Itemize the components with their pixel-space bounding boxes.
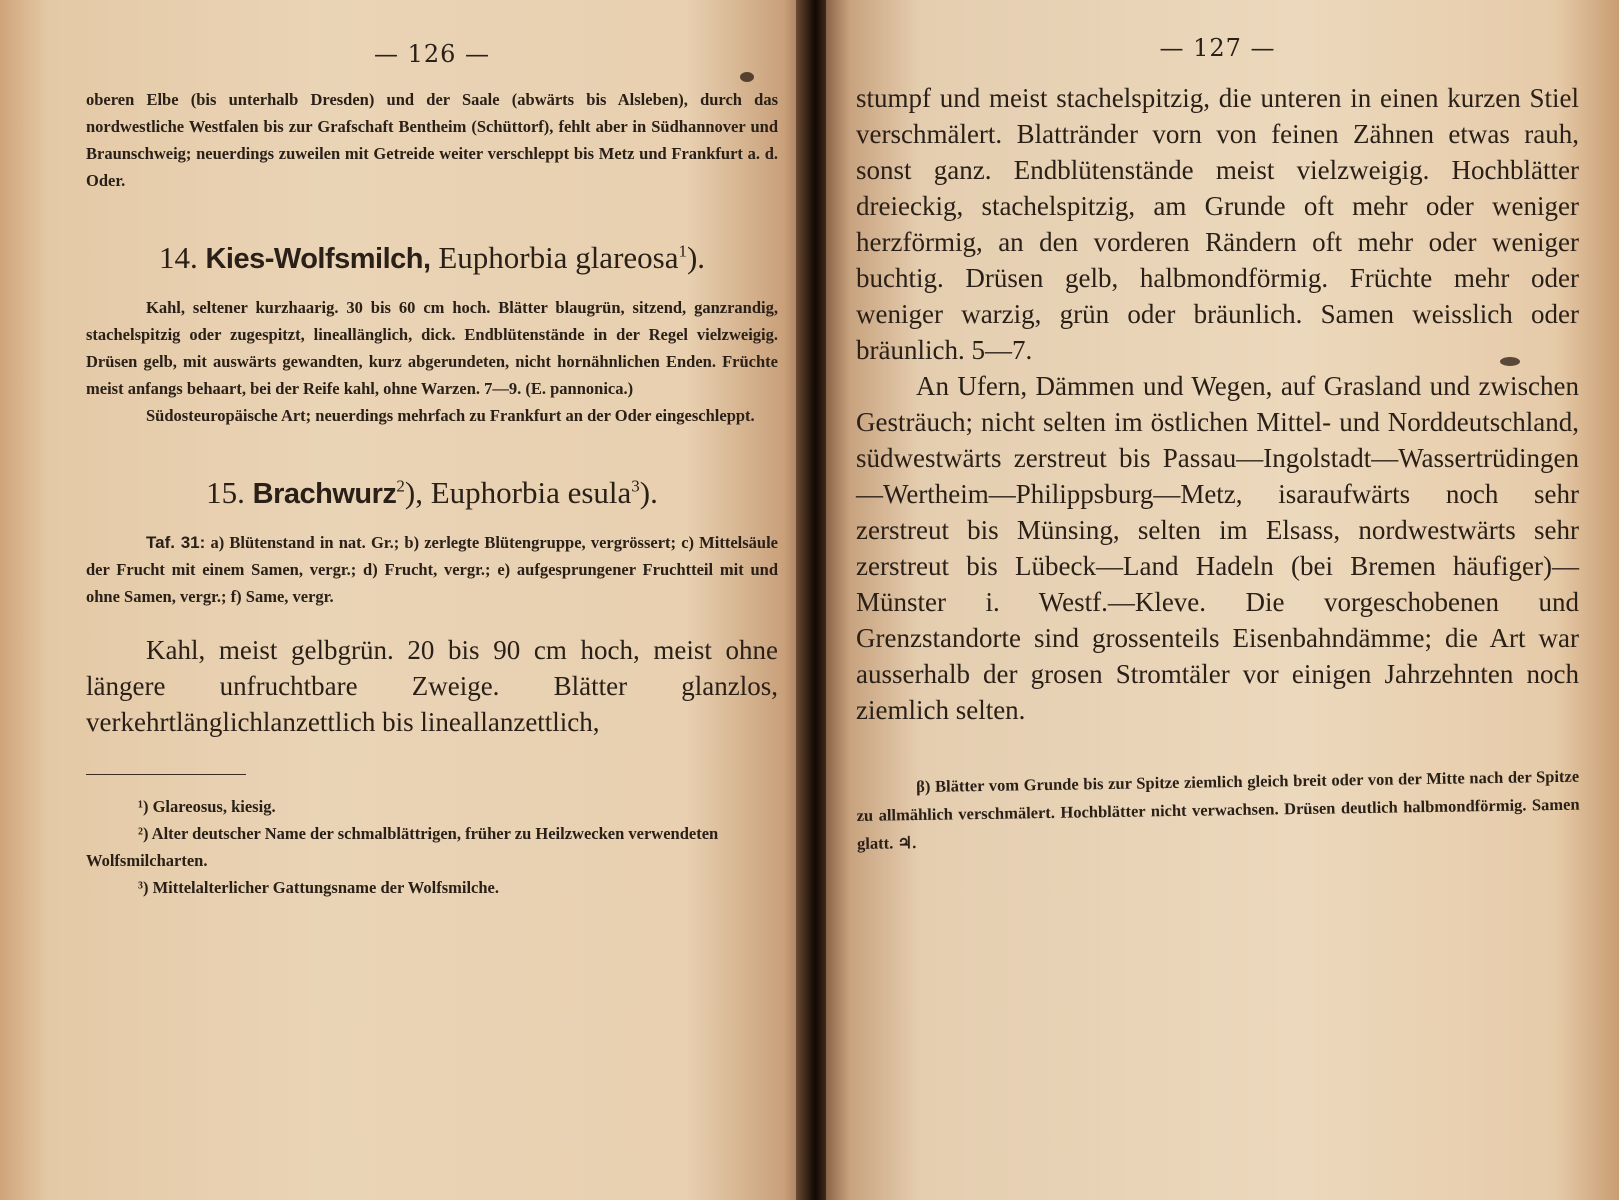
species-14-closing: ). <box>686 240 706 275</box>
species-15-heading <box>86 475 778 511</box>
ink-spot <box>740 72 754 82</box>
species-15-latin-name: ), Euphorbia esula <box>404 475 632 510</box>
footnote-marker-2: 2 <box>396 476 405 496</box>
right-page <box>826 0 1619 1200</box>
description-continuation: stumpf und meist stachelspitzig, die unteren in einen kurzen Stiel verschmälert. Blattränder vorn von feinen Zähnen etwas rauh, sonst ganz. Endblütenstände meist vielzweigig. Hochblätter dreieckig, stachelspitzig, am Grunde oft mehr oder weniger herzförmig, an den vorderen Rändern oft mehr oder weniger buchtig. Drüsen gelb, halbmondförmig. Früchte mehr oder weniger warzig, grün oder bräunlich. Samen weisslich oder bräunlich. 5—7. <box>856 83 1579 365</box>
species-15-number: 15. <box>206 475 245 510</box>
footnote-3: ³) Mittelalterlicher Gattungsname der Wolfsmilche. <box>138 878 500 897</box>
habitat-paragraph: An Ufern, Dämmen und Wegen, auf Grasland und zwischen Gesträuch; nicht selten im östlichen Mittel- und Norddeutschland, südwestwärts zerstreut bis Passau—Ingolstadt—Wassertrüdingen—Wertheim—Philippsburg—Metz, isaraufwärts noch sehr zerstreut bis Münsing, selten im Elsass, nordwestwärts sehr zerstreut bis Lübeck—Land Hadeln (bei Bremen häufiger)—Münster i. Westf.—Kleve. Die vorgeschobenen und Grenzstandorte sind grossenteils Eisenbahndämme; die Art war ausserhalb der grosen Stromtäler vor einigen Jahrzehnten noch ziemlich selten. <box>856 371 1579 725</box>
species-15-closing: ). <box>639 475 658 510</box>
footnote-marker-3: 3 <box>631 476 640 496</box>
footnote-marker-1: 1 <box>678 241 687 261</box>
continuation-paragraph: oberen Elbe (bis unterhalb Dresden) und der Saale (abwärts bis Alsleben), durch das nordwestliche Westfalen bis zur Grafschaft Bentheim (Schüttorf), fehlt aber in Südhannover und Braunschweig; neuerdings zuweilen mit Getreide weiter verschleppt bis Metz und Frankfurt a. d. Oder. <box>86 90 778 190</box>
beta-variety-text: β) Blätter vom Grunde bis zur Spitze ziemlich gleich breit oder von der Mitte nach der Spitze zu allmählich verschmälert. Hochblätter nicht verwachsen. Drüsen deutlich halbmondförmig. Samen glatt. ♃. <box>856 766 1580 853</box>
plate-reference <box>86 529 778 610</box>
left-page <box>0 0 808 1200</box>
footnote-1: ¹) Glareosus, kiesig. <box>138 797 276 816</box>
species-14-description: Kahl, seltener kurzhaarig. 30 bis 60 cm hoch. Blätter blaugrün, sitzend, ganzrandig, stachelspitzig oder zugespitzt, lineallänglich, dick. Endblütenstände in der Regel vielzweigig. Drüsen gelb, mit auswärts gewandten, kurz abgerundeten, nicht hornähnlichen Enden. Früchte meist anfangs behaart, bei der Reife kahl, ohne Warzen. 7—9. (E. pannonica.) <box>86 298 778 398</box>
page-number-left: — 126 — <box>373 40 491 68</box>
right-main-text <box>856 80 1579 728</box>
footnote-divider <box>86 774 246 775</box>
species-14-latin-name: Euphorbia glareosa <box>438 240 679 275</box>
species-14-heading <box>86 240 778 276</box>
footnote-2: ²) Alter deutscher Name der schmalblättrigen, früher zu Heilzwecken verwendeten Wolfsmilcharten. <box>86 824 719 870</box>
beta-variety-block <box>856 763 1580 858</box>
page-number-right: — 127 — <box>1159 34 1276 62</box>
species-14-common-name: Kies-Wolfsmilch, <box>205 243 431 275</box>
ink-spot <box>1500 357 1520 366</box>
species-14-distribution: Südosteuropäische Art; neuerdings mehrfach zu Frankfurt an der Oder eingeschleppt. <box>146 406 755 425</box>
species-15-common-name: Brachwurz <box>252 478 397 510</box>
plate-text: a) Blütenstand in nat. Gr.; b) zerlegte Blütengruppe, vergrössert; c) Mittelsäule der Frucht mit einem Samen, vergr.; d) Frucht, vergr.; e) aufgesprungener Fruchtteil mit und ohne Samen, vergr.; f) Same, vergr. <box>86 533 778 606</box>
species-15-description: Kahl, meist gelbgrün. 20 bis 90 cm hoch, meist ohne längere unfruchtbare Zweige. Blätter glanzlos, verkehrtlänglichlanzettlich bis lineallanzettlich, <box>86 635 778 737</box>
species-14-number: 14. <box>158 240 198 275</box>
plate-label: Taf. 31: <box>146 533 206 552</box>
